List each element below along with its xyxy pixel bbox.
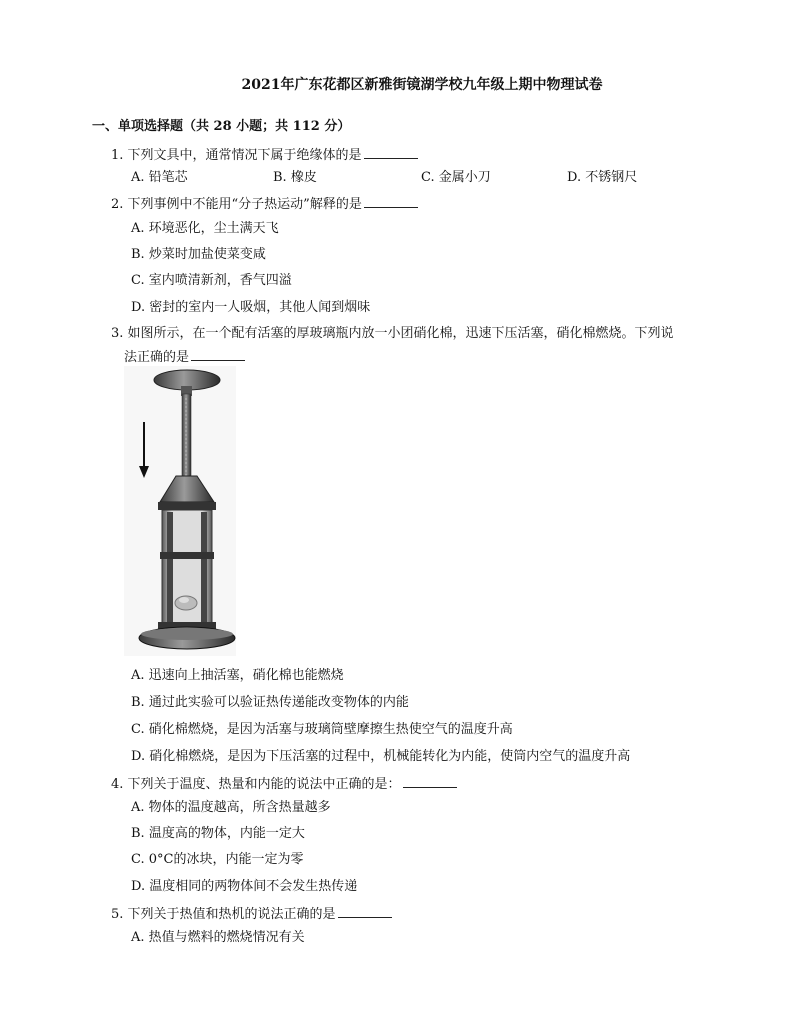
q4-option-c: C. 0°C的冰块，内能一定为零 [131, 852, 304, 867]
section-heading: 一、单项选择题（共 28 小题；共 112 分） [92, 119, 351, 134]
q3-option-b: B. 通过此实验可以验证热传递能改变物体的内能 [131, 695, 409, 710]
q5-option-a: A. 热值与燃料的燃烧情况有关 [131, 930, 305, 945]
fire-syringe-illustration [124, 366, 236, 656]
q1-option-d: D. 不锈钢尺 [567, 170, 638, 185]
q1-option-b: B. 橡皮 [273, 170, 317, 185]
q2-option-d: D. 密封的室内一人吸烟，其他人闻到烟味 [131, 300, 371, 315]
question-stem-text: 法正确的是 [124, 350, 190, 365]
q4-option-d: D. 温度相同的两物体间不会发生热传递 [131, 879, 358, 894]
question-1-stem [111, 144, 418, 163]
question-stem-text: 4. 下列关于温度、热量和内能的说法中正确的是： [111, 777, 401, 792]
q2-option-a: A. 环境恶化，尘土满天飞 [131, 221, 279, 236]
answer-blank [364, 146, 418, 159]
question-3-stem-line2 [124, 346, 245, 365]
answer-blank [403, 775, 457, 788]
question-stem-text: 5. 下列关于热值和热机的说法正确的是 [111, 907, 336, 922]
question-5-stem [111, 903, 392, 922]
q4-option-b: B. 温度高的物体，内能一定大 [131, 826, 305, 841]
answer-blank [364, 195, 418, 208]
answer-blank [338, 905, 392, 918]
q3-option-c: C. 硝化棉燃烧，是因为活塞与玻璃筒壁摩擦生热使空气的温度升高 [131, 722, 513, 737]
question-4-stem [111, 773, 457, 792]
q1-option-c: C. 金属小刀 [421, 170, 491, 185]
question-2-stem [111, 193, 418, 212]
question-3-stem-line1: 3. 如图所示，在一个配有活塞的厚玻璃瓶内放一小团硝化棉，迅速下压活塞，硝化棉燃烧。下列说 [111, 326, 674, 341]
q3-option-a: A. 迅速向上抽活塞，硝化棉也能燃烧 [131, 668, 344, 683]
q2-option-c: C. 室内喷清新剂，香气四溢 [131, 273, 292, 288]
q4-option-a: A. 物体的温度越高，所含热量越多 [131, 800, 331, 815]
q3-option-d: D. 硝化棉燃烧，是因为下压活塞的过程中，机械能转化为内能，使筒内空气的温度升高 [131, 749, 631, 764]
fire-syringe-figure [124, 366, 236, 656]
exam-title: 2021年广东花都区新雅街镜湖学校九年级上期中物理试卷 [241, 77, 603, 93]
question-stem-text: 2. 下列事例中不能用“分子热运动”解释的是 [111, 197, 362, 212]
question-stem-text: 1. 下列文具中，通常情况下属于绝缘体的是 [111, 148, 362, 163]
q2-option-b: B. 炒菜时加盐使菜变咸 [131, 247, 266, 262]
answer-blank [191, 348, 245, 361]
q1-option-a: A. 铅笔芯 [131, 170, 188, 185]
